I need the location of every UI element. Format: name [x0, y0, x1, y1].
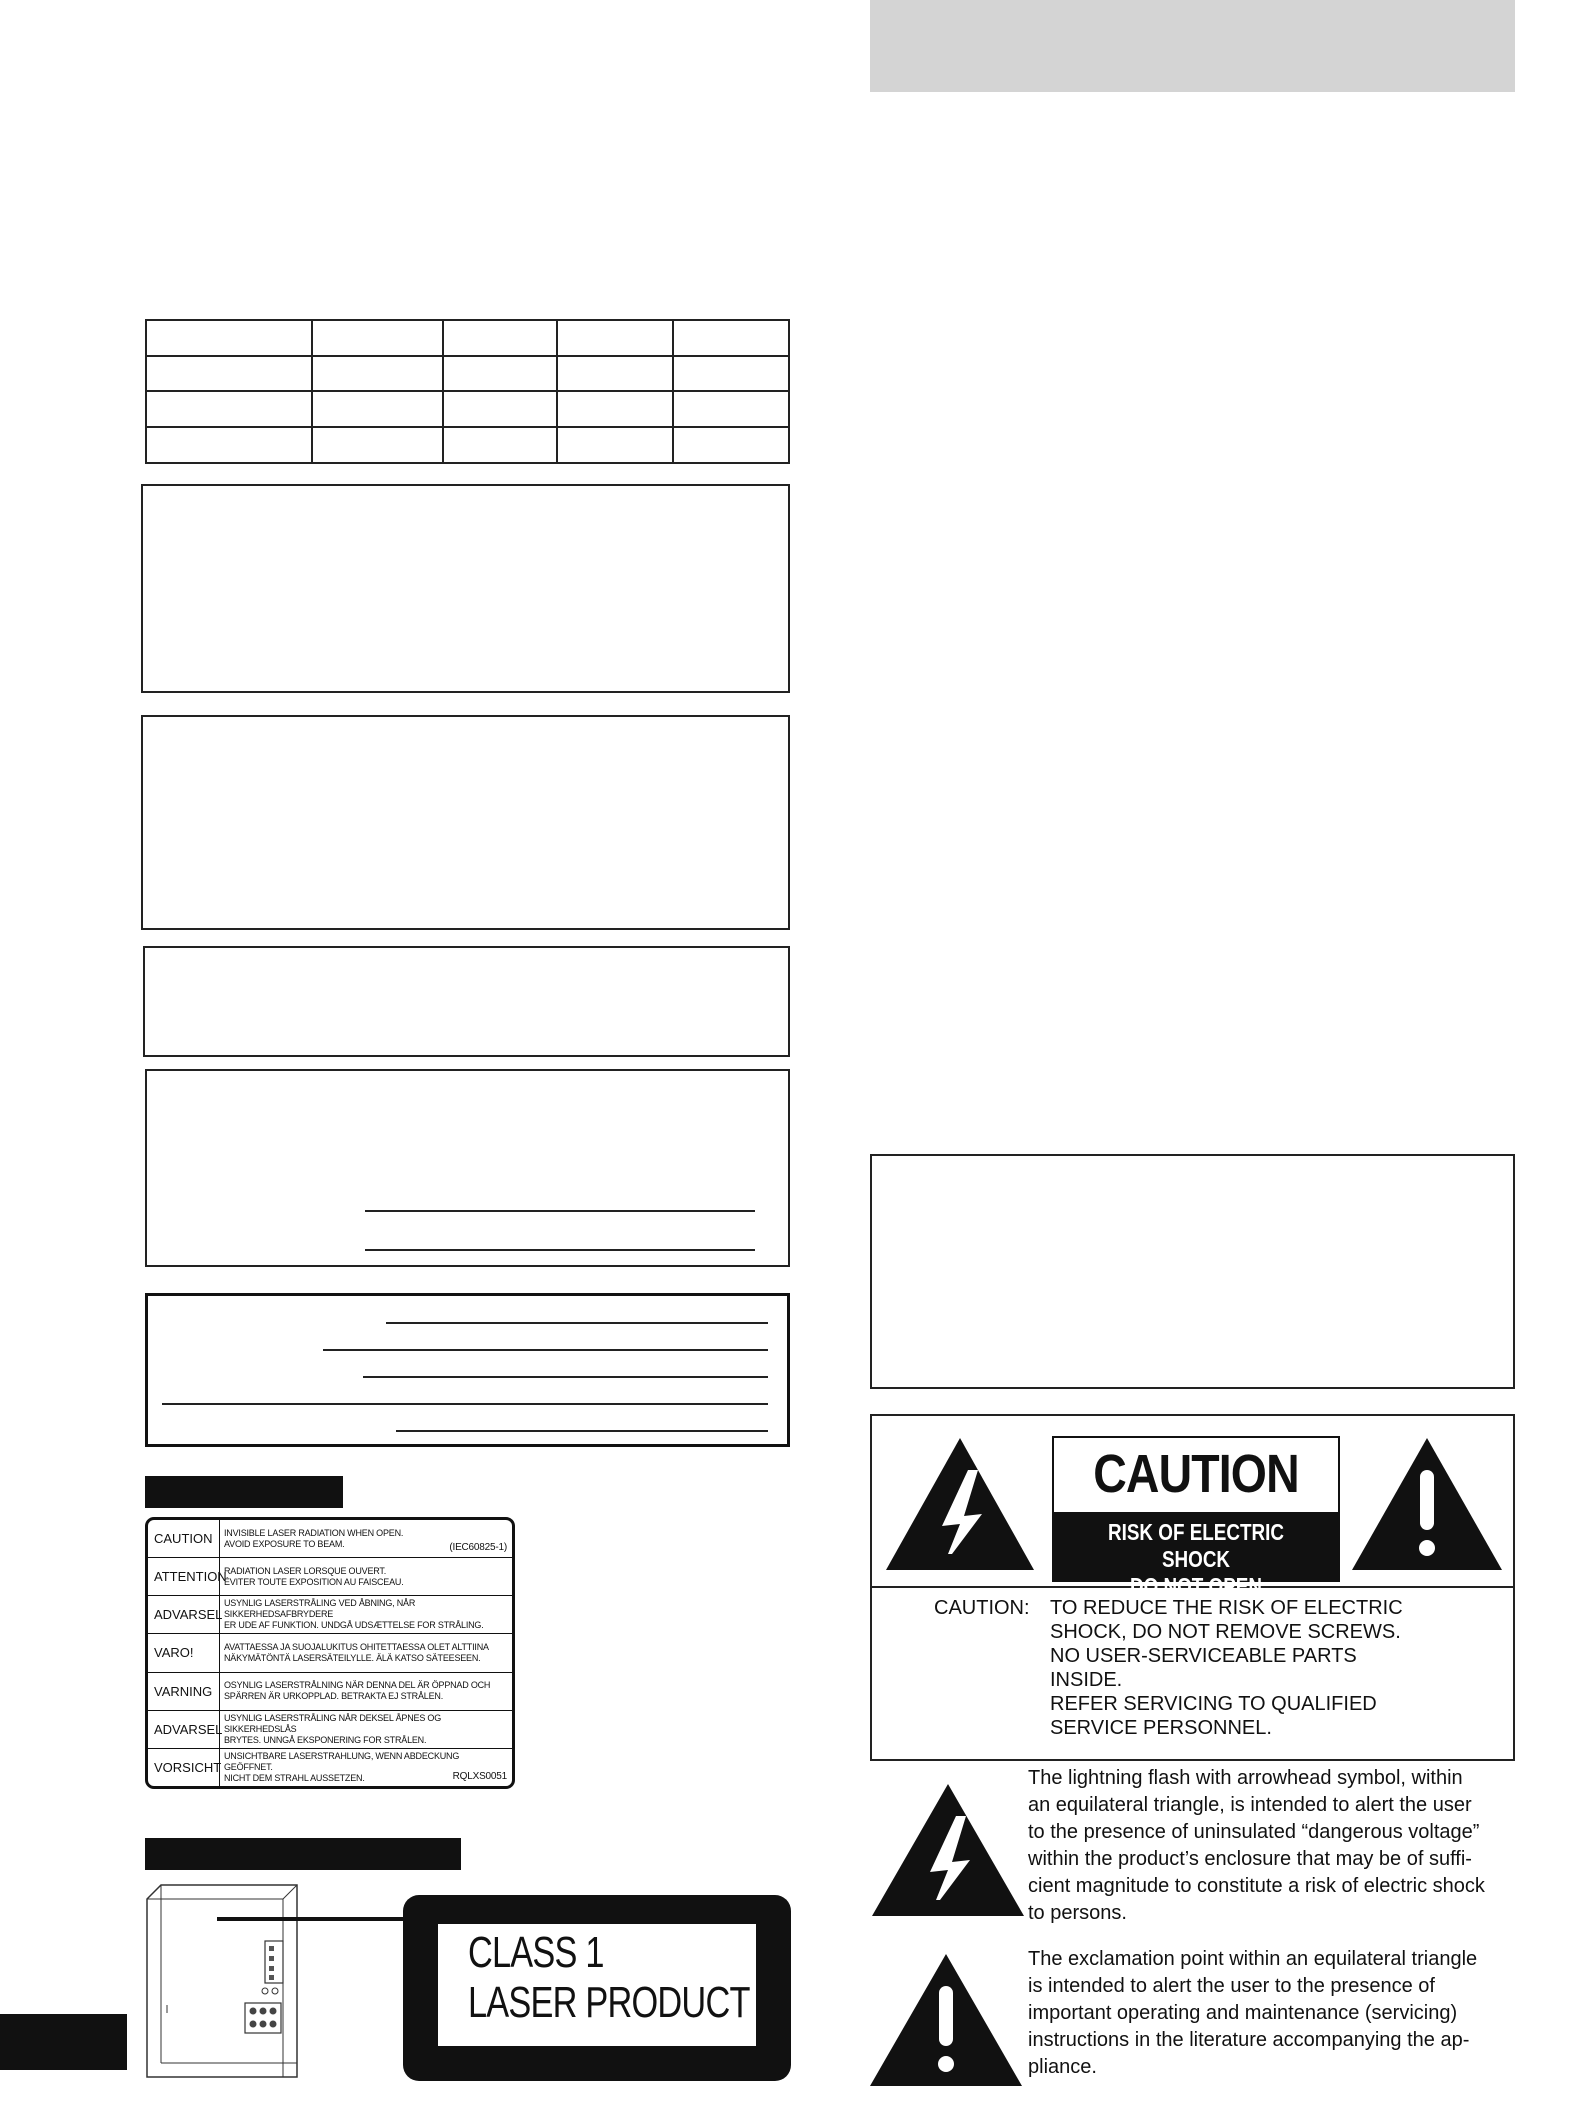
laser-row-line: RADIATION LASER LORSQUE OUVERT. — [224, 1565, 387, 1576]
caution-line: NO USER-SERVICEABLE PARTS — [1050, 1645, 1357, 1667]
laser-row — [148, 1595, 512, 1633]
laser-row-line: AVATTAESSA JA SUOJALUKITUS OHITETTAESSA OLET ALTTIINA — [224, 1641, 489, 1652]
caution-line: SHOCK, DO NOT REMOVE SCREWS. — [1050, 1621, 1401, 1643]
exclamation-triangle-icon — [866, 1950, 1026, 2090]
section-bar-class1 — [145, 1838, 461, 1870]
note-line: pliance. — [1028, 2056, 1097, 2078]
caution-sign — [1052, 1436, 1340, 1599]
laser-warning-label — [145, 1517, 515, 1789]
laser-row-line: USYNLIG LASERSTRÅLING NÅR DEKSEL ÅPNES OG SIKKERHEDSLÅS — [224, 1712, 442, 1734]
laser-row-line: NÄKYMÄTÖNTÄ LASERSÄTEILYLLE. ÄLÄ KATSO SÄTEESEEN. — [224, 1652, 481, 1663]
laser-row-word: ADVARSEL — [148, 1711, 220, 1748]
header-bar — [870, 0, 1515, 92]
laser-row — [148, 1710, 512, 1748]
exclamation-triangle-icon — [1348, 1434, 1506, 1574]
laser-row-line: OSYNLIG LASERSTRÅLNING NÄR DENNA DEL ÄR ÖPPNAD OCH — [224, 1680, 491, 1691]
laser-row-word: VARO! — [148, 1634, 220, 1671]
notice-box-3 — [143, 946, 790, 1057]
section-bar-laser-label — [145, 1476, 343, 1508]
note-line: cient magnitude to constitute a risk of electric shock — [1028, 1875, 1485, 1897]
laser-row-word: ADVARSEL — [148, 1596, 220, 1633]
caution-lines — [1050, 1596, 1470, 1740]
laser-row — [148, 1520, 512, 1557]
note-line: within the product’s enclosure that may be of suffi- — [1028, 1848, 1472, 1870]
caution-sign-word: CAUTION — [1093, 1444, 1299, 1504]
laser-row-line: ÉVITER TOUTE EXPOSITION AU FAISCEAU. — [224, 1576, 404, 1587]
note-line: The exclamation point within an equilateral triangle — [1028, 1948, 1478, 1970]
page-tab — [0, 2014, 127, 2070]
laser-row-line: USYNLIG LASERSTRÅLING VED ÅBNING, NÅR SIKKERHEDSAFBRYDERE — [224, 1598, 416, 1620]
note-line: is intended to alert the user to the presence of — [1028, 1975, 1435, 1997]
laser-row — [148, 1672, 512, 1710]
lightning-triangle-icon — [868, 1780, 1028, 1920]
caution-line: TO REDUCE THE RISK OF ELECTRIC — [1050, 1597, 1403, 1619]
note-line: The lightning flash with arrowhead symbol, within — [1028, 1767, 1463, 1789]
record-box — [145, 1069, 790, 1267]
caution-line: INSIDE. — [1050, 1669, 1123, 1691]
form-line-5 — [396, 1430, 768, 1432]
laser-row-line: SPÄRREN ÄR URKOPPLAD. BETRAKTA EJ STRÅLEN. — [224, 1691, 443, 1702]
laser-row — [148, 1557, 512, 1595]
caution-lead: CAUTION: — [934, 1597, 1030, 1619]
caution-panel — [870, 1414, 1515, 1761]
caution-sign-black — [1054, 1512, 1338, 1599]
lightning-triangle-icon — [882, 1434, 1038, 1574]
note-line: an equilateral triangle, is intended to alert the user — [1028, 1794, 1472, 1816]
class1-laser-label — [403, 1895, 791, 2081]
note-line: to the presence of uninsulated “dangerous voltage” — [1028, 1821, 1480, 1843]
laser-row-line: INVISIBLE LASER RADIATION WHEN OPEN. — [224, 1527, 404, 1538]
class1-line-1: CLASS 1 — [468, 1928, 604, 1977]
note-line: instructions in the literature accompanying the ap- — [1028, 2029, 1470, 2051]
note-line: important operating and maintenance (servicing) — [1028, 2002, 1458, 2024]
form-line-2 — [323, 1349, 768, 1351]
form-line-1 — [386, 1322, 768, 1324]
spec-table — [145, 319, 790, 464]
class1-line-2: LASER PRODUCT — [468, 1978, 750, 2027]
laser-row-line: NICHT DEM STRAHL AUSSETZEN. — [224, 1772, 365, 1783]
caution-panel-top — [872, 1416, 1513, 1599]
exclamation-note — [1028, 1946, 1515, 2081]
laser-row-code: (IEC60825-1) — [449, 1542, 507, 1554]
form-box — [145, 1293, 790, 1447]
unit-illustration — [145, 1881, 410, 2081]
class1-laser-label-panel — [435, 1921, 759, 2049]
form-line-4 — [162, 1403, 768, 1405]
lightning-note — [1028, 1765, 1515, 1927]
laser-row — [148, 1748, 512, 1786]
notice-box-right — [870, 1154, 1515, 1389]
laser-row-line: UNSICHTBARE LASERSTRAHLUNG, WENN ABDECKUNG GEÖFFNET. — [224, 1750, 460, 1772]
record-line-1 — [365, 1210, 755, 1212]
caution-sign-sub-2: DO NOT OPEN — [1129, 1573, 1263, 1599]
laser-row-line: AVOID EXPOSURE TO BEAM. — [224, 1538, 345, 1549]
caution-line: REFER SERVICING TO QUALIFIED — [1050, 1693, 1377, 1715]
record-line-2 — [365, 1249, 755, 1251]
laser-row-word: VORSICHT — [148, 1749, 220, 1786]
laser-row-line: BRYTES. UNNGÅ EKSPONERING FOR STRÅLEN. — [224, 1734, 427, 1745]
laser-row-word: VARNING — [148, 1673, 220, 1710]
laser-row-word: ATTENTION — [148, 1558, 220, 1595]
notice-box-2 — [141, 715, 790, 930]
laser-row-line: ER UDE AF FUNKTION. UNDGÅ UDSÆTTELSE FOR STRÅLING. — [224, 1620, 484, 1631]
form-line-3 — [363, 1376, 768, 1378]
notice-box-1 — [141, 484, 790, 693]
laser-row — [148, 1633, 512, 1671]
laser-row-code: RQLXS0051 — [452, 1770, 507, 1782]
caution-line: SERVICE PERSONNEL. — [1050, 1717, 1272, 1739]
caution-sign-sub-1: RISK OF ELECTRIC SHOCK — [1107, 1519, 1285, 1572]
laser-row-word: CAUTION — [148, 1520, 220, 1557]
note-line: to persons. — [1028, 1902, 1127, 1924]
